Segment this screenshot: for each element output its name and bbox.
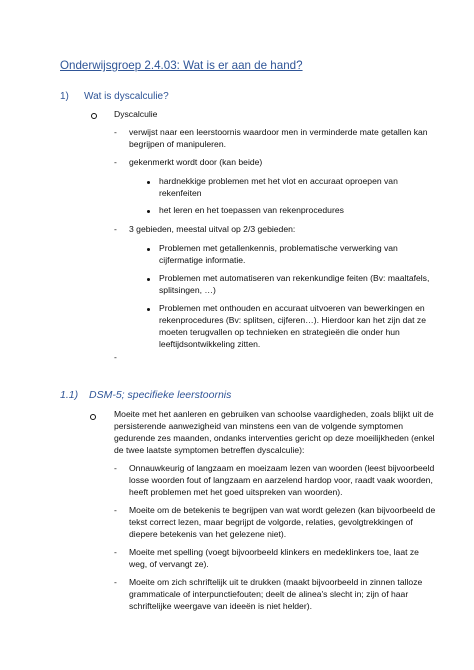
dsm-item2-line1: Moeite om de betekenis te begrijpen van wat wordt gelezen (kan bijvoorbeeld de [129,505,436,515]
empty-dash-bullet: - [114,352,117,362]
intro-line2: persisterende aanwezigheid van minstens een van de volgende symptomen [114,421,404,431]
dsm-item4-line2: grammaticale of interpunctiefouten; deelt de alinea's slecht in; zijn of haar [129,589,409,599]
dsm-item4-line1: Moeite om zich schriftelijk uit te drukken (maakt bijvoorbeeld in zinnen talloze [129,577,423,587]
intro-line4: de twee laatste symptomen betreffen dyscalculie): [114,445,305,455]
item1-line1: verwijst naar een leerstoornis waardoor men in verminderde mate getallen kan [129,127,428,137]
item3-bullet3-line4: leeftijdsontwikkeling zitten. [159,339,261,349]
item3-bullet2-line1: Problemen met automatiseren van rekenkundige feiten (Bv: maaltafels, [159,273,430,283]
hollow-bullet-icon [90,414,96,420]
item3-text: 3 gebieden, meestal uitval op 2/3 gebieden: [129,224,296,234]
item3-bullet3-line1: Problemen met onthouden en accuraat uitvoeren van bewerkingen en [159,303,425,313]
item3-bullet1-line1: Problemen met getallenkennis, problematische verwerking van [159,243,398,253]
dash-bullet: - [114,547,117,557]
dsm-item2-line3: diepere betekenis van het gelezene niet). [129,529,287,539]
item1-line2: begrijpen of manipuleren. [129,139,226,149]
section-1-1-heading: DSM-5; specifieke leerstoornis [89,389,232,401]
dash-bullet: - [114,505,117,515]
section-1-number: 1) [60,91,69,102]
subheading-dyscalculie: Dyscalculie [114,109,158,119]
dash-bullet: - [114,463,117,473]
item3-bullet3-line3: moeten terugvallen op technieken en strategieën die onder hun [159,327,400,337]
dsm-item3-line1: Moeite met spelling (voegt bijvoorbeeld klinkers en medeklinkers toe, laat ze [129,547,419,557]
bullet-dot-icon [147,278,150,281]
dash-bullet: - [114,224,117,234]
section-1-1-number: 1.1) [60,389,79,401]
bullet-dot-icon [147,308,150,311]
item3-bullet1-line2: cijfermatige informatie. [159,255,246,265]
dsm-item1-line3: heeft problemen met het goed uitspreken van woorden). [129,487,343,497]
item2-bullet1-line2: rekenfeiten [159,188,202,198]
bullet-dot-icon [147,181,150,184]
item2-bullet1-line1: hardnekkige problemen met het vlot en accuraat oproepen van [159,176,398,186]
dsm-item3-line2: weg, of vervangt ze). [129,559,209,569]
item3-bullet2-line2: splitsingen, …) [159,285,216,295]
dsm-item1-line2: losse woorden fout of langzaam en aarzelend hardop voor, raadt vaak woorden, [129,475,433,485]
dash-bullet: - [114,577,117,587]
dash-bullet: - [114,127,117,137]
bullet-dot-icon [147,210,150,213]
bullet-dot-icon [147,248,150,251]
dash-bullet: - [114,157,117,167]
page-title: Onderwijsgroep 2.4.03: Wat is er aan de hand? [60,59,303,72]
item3-bullet3-line2: rekenprocedures (Bv: splitsen, cijferen…). Hierdoor kan het zijn dat ze [159,315,427,325]
dsm-item2-line2: tekst correct lezen, maar begrijpt de volgorde, relaties, gevolgtrekkingen of [129,517,413,527]
hollow-bullet-icon [91,113,97,119]
intro-line1: Moeite met het aanleren en gebruiken van schoolse vaardigheden, zoals blijkt uit de [114,409,434,419]
item2-text: gekenmerkt wordt door (kan beide) [129,157,263,167]
dsm-item4-line3: schriftelijke weergave van ideeën is niet helder). [129,601,312,611]
intro-line3: gedurende zes maanden, ondanks interventies gericht op deze moeilijkheden (enkel [114,433,435,443]
item2-bullet2-line1: het leren en het toepassen van rekenprocedures [159,205,344,215]
section-1-heading: Wat is dyscalculie? [84,91,169,102]
dsm-item1-line1: Onnauwkeurig of langzaam en moeizaam lezen van woorden (leest bijvoorbeeld [129,463,435,473]
